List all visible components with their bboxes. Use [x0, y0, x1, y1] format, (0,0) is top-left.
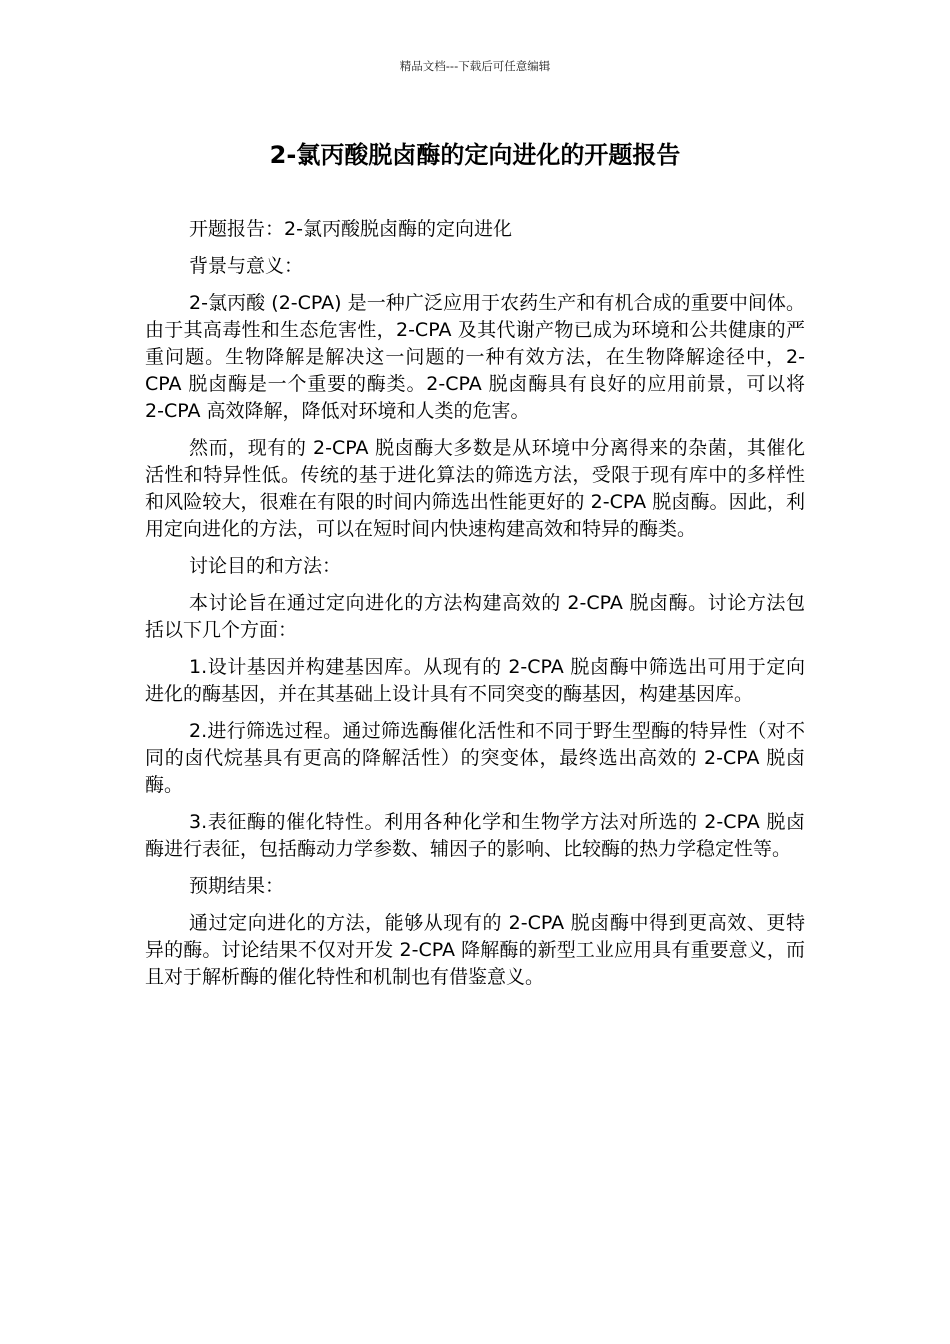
method-item-3: 3.表征酶的催化特性。利用各种化学和生物学方法对所选的 2-CPA 脱卤酶进行表征，包括酶动力学参数、辅因子的影响、比较酶的热力学稳定性等。: [145, 811, 805, 860]
background-paragraph-2: 然而，现有的 2-CPA 脱卤酶大多数是从环境中分离得来的杂菌，其催化活性和特异性低。传统的基于进化算法的筛选方法，受限于现有库中的多样性和风险较大，很难在有限的时间内筛选出性能更好的 2-CPA 脱卤酶。因此，利用定向进化的方法，可以在短时间内快速构建高效和特异的酶类。: [145, 437, 805, 540]
report-subject-line: 开题报告：2-氯丙酸脱卤酶的定向进化: [189, 218, 512, 240]
document-body: [145, 216, 805, 1001]
document-title: 2-氯丙酸脱卤酶的定向进化的开题报告: [269, 141, 681, 169]
section-heading-results: 预期结果：: [189, 875, 285, 897]
method-item-1: 1.设计基因并构建基因库。从现有的 2-CPA 脱卤酶中筛选出可用于定向进化的酶基因，并在其基础上设计具有不同突变的酶基因，构建基因库。: [145, 656, 805, 705]
expected-results-paragraph: 通过定向进化的方法，能够从现有的 2-CPA 脱卤酶中得到更高效、更特异的酶。讨论结果不仅对开发 2-CPA 降解酶的新型工业应用具有重要意义，而且对于解析酶的催化特性和机制也有借鉴意义。: [145, 912, 805, 988]
method-item-2: 2.进行筛选过程。通过筛选酶催化活性和不同于野生型酶的特异性（对不同的卤代烷基具有更高的降解活性）的突变体，最终选出高效的 2-CPA 脱卤酶。: [145, 720, 805, 796]
header-note: 精品文档---下载后可任意编辑: [399, 59, 551, 73]
section-heading-methods: 讨论目的和方法：: [189, 555, 342, 577]
methods-intro-paragraph: 本讨论旨在通过定向进化的方法构建高效的 2-CPA 脱卤酶。讨论方法包括以下几个方面：: [145, 592, 805, 641]
background-paragraph-1: 2-氯丙酸 (2-CPA) 是一种广泛应用于农药生产和有机合成的重要中间体。由于其高毒性和生态危害性，2-CPA 及其代谢产物已成为环境和公共健康的严重问题。生物降解是解决这一问题的一种有效方法，在生物降解途径中，2-CPA 脱卤酶是一个重要的酶类。2-CPA 脱卤酶具有良好的应用前景，可以将 2-CPA 高效降解，降低对环境和人类的危害。: [145, 292, 805, 422]
section-heading-background: 背景与意义：: [189, 255, 304, 277]
